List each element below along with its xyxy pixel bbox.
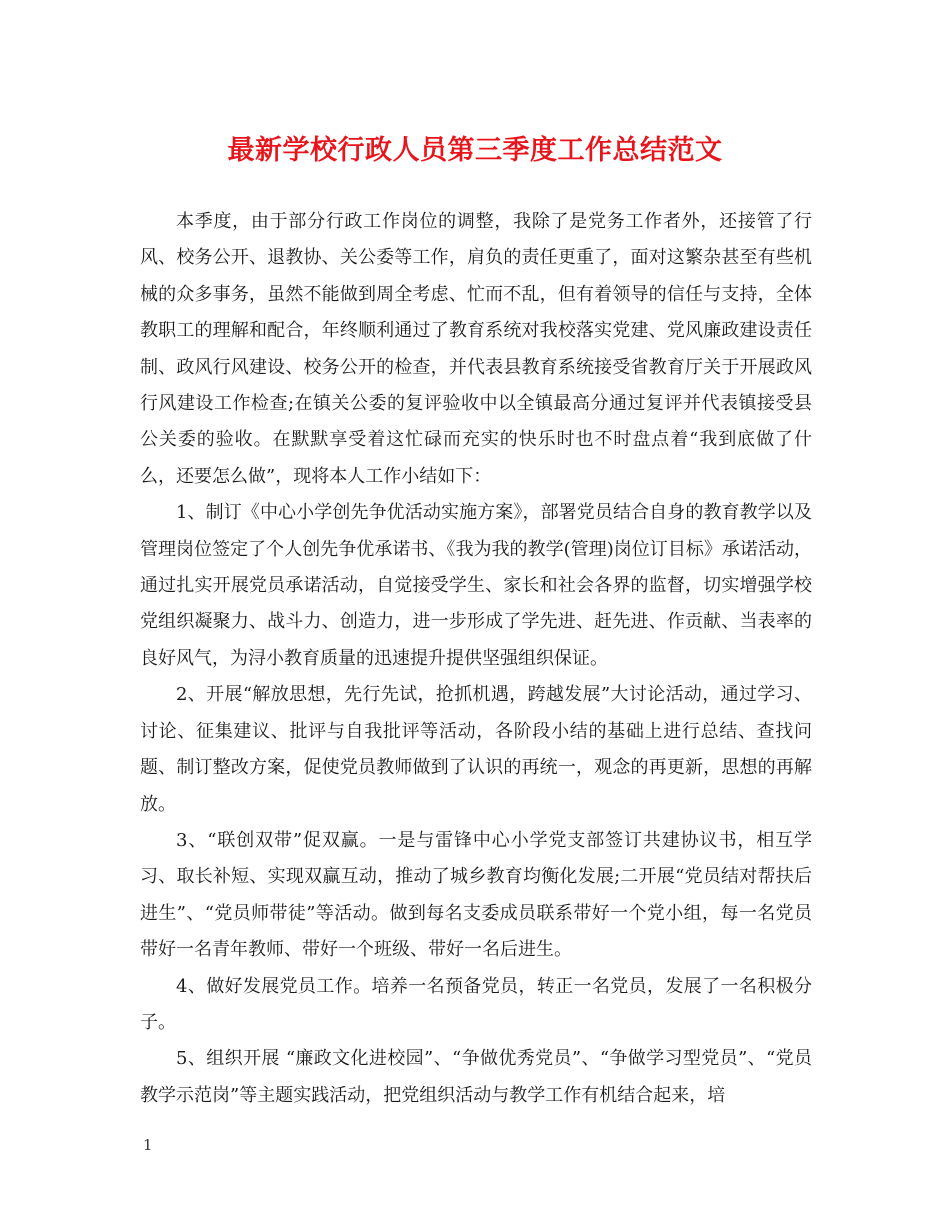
paragraph-item-3: 3、“联创双带”促双赢。一是与雷锋中心小学党支部签订共建协议书，相互学习、取长补短、实现双赢互动，推动了城乡教育均衡化发展;二开展“党员结对帮扶后进生”、“党员师带徒”等活动。做到每名支委成员联系带好一个党小组，每一名党员带好一名青年教师、带好一个班级、带好一名后进生。 (140, 829, 812, 961)
paragraph-item-1: 1、制订《中心小学创先争优活动实施方案》，部署党员结合自身的教育教学以及管理岗位签定了个人创先争优承诺书、《我为我的教学(管理)岗位订目标》承诺活动，通过扎实开展党员承诺活动，自觉接受学生、家长和社会各界的监督，切实增强学校党组织凝聚力、战斗力、创造力，进一步形成了学先进、赶先进、作贡献、当表率的良好风气，为浔小教育质量的迅速提升提供坚强组织保证。 (140, 502, 812, 669)
paragraph-item-5: 5、组织开展 “廉政文化进校园”、“争做优秀党员”、“争做学习型党员”、“党员教学示范岗”等主题实践活动，把党组织活动与教学工作有机结合起来，培 (140, 1048, 812, 1106)
paragraph-item-2: 2、开展“解放思想，先行先试，抢抓机遇，跨越发展”大讨论活动，通过学习、讨论、征集建议、批评与自我批评等活动，各阶段小结的基础上进行总结、查找问题、制订整改方案，促使党员教师做到了认识的再统一，观念的再更新，思想的再解放。 (140, 684, 812, 815)
paragraph-intro: 本季度，由于部分行政工作岗位的调整，我除了是党务工作者外，还接管了行风、校务公开、退教协、关公委等工作，肩负的责任更重了，面对这繁杂甚至有些机械的众多事务，虽然不能做到周全考虑、忙而不乱，但有着领导的信任与支持，全体教职工的理解和配合，年终顺利通过了教育系统对我校落实党建、党风廉政建设责任制、政风行风建设、校务公开的检查，并代表县教育系统接受省教育厅关于开展政风行风建设工作检查;在镇关公委的复评验收中以全镇最高分通过复评并代表镇接受县公关委的验收。在默默享受着这忙碌而充实的快乐时也不时盘点着“我到底做了什么，还要怎么做”，现将本人工作小结如下： (140, 211, 812, 487)
paragraph-item-4: 4、做好发展党员工作。培养一名预备党员，转正一名党员，发展了一名积极分子。 (140, 975, 812, 1033)
document-title: 最新学校行政人员第三季度工作总结范文 (227, 135, 723, 166)
document-body (140, 204, 812, 1114)
page-number: 1 (143, 1136, 153, 1154)
